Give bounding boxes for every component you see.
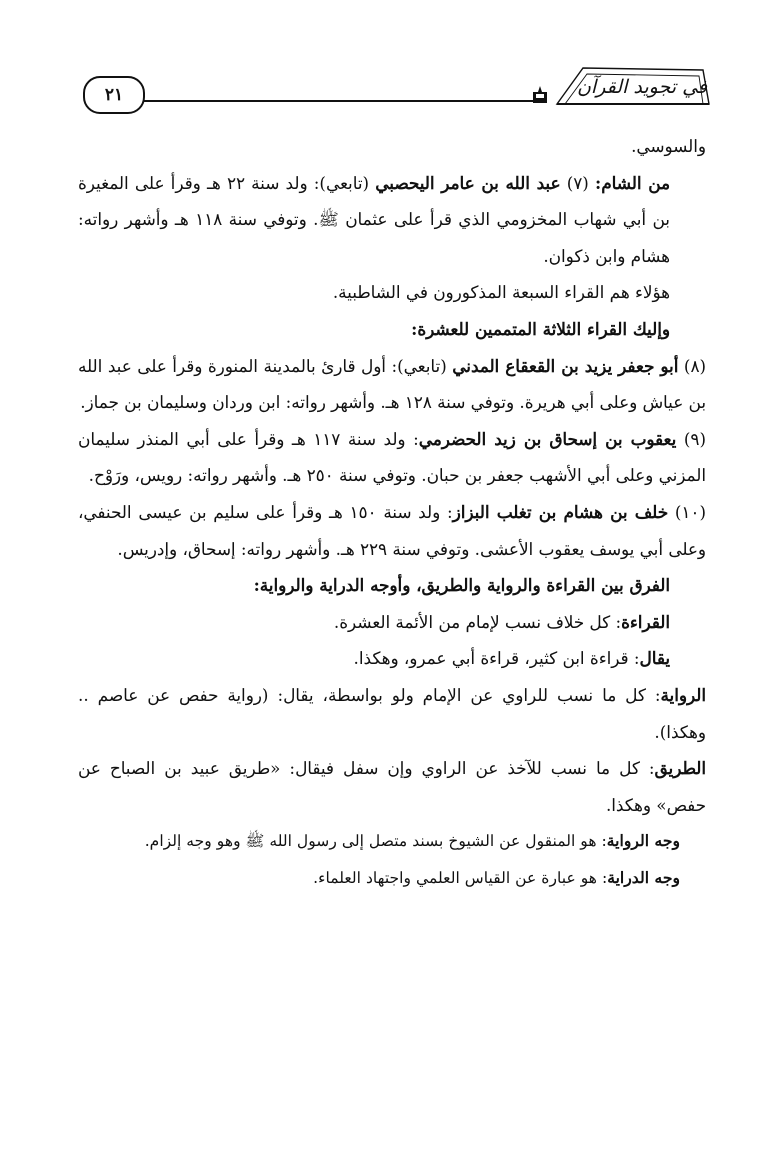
reader-bio: : ولد سنة ١٥٠ هـ وقرأ على سليم بن عيسى الحنفي، وعلى أبي يوسف يعقوب الأعشى. وتوفي سنة ٢٢٩ هـ. وأشهر رواته: إسحاق، وإدريس. [78, 501, 706, 559]
page-number: ٢١ [83, 76, 145, 114]
paragraph-abu-jafar [78, 348, 706, 421]
section-heading [78, 311, 706, 348]
reader-name: يعقوب بن إسحاق بن زيد الحضرمي [418, 428, 677, 449]
book-title: في تجويد القرآن [576, 76, 707, 98]
heading-text: الفرق بين القراءة والرواية والطريق، وأوجه الدراية والرواية: [253, 575, 670, 596]
definition: : هو عبارة عن القياس العلمي واجتهاد العلماء. [313, 868, 608, 887]
term: وجه الدراية [607, 867, 680, 887]
definition: : هو المنقول عن الشيوخ بسند متصل إلى رسول الله ﷺ وهو وجه إلزام. [144, 832, 607, 851]
page-body [78, 128, 706, 896]
definition: : كل خلاف نسب لإمام من الأئمة العشرة. [333, 611, 622, 632]
paragraph-yaqub [78, 421, 706, 494]
region-label: من الشام: [595, 172, 670, 193]
term: الطريق [654, 758, 706, 779]
reader-bio: (تابعي): أول قارئ بالمدينة المنورة وقرأ على عبد الله بن عياش وعلى أبي هريرة. وتوفي سنة ١٢٨ هـ. وأشهر رواته: ابن وردان وسليمان بن جماز. [78, 355, 706, 413]
text: والسوسي. [631, 136, 706, 156]
definition-riwayah [78, 677, 706, 750]
definition-example [78, 640, 706, 677]
reader-number: (١٠) [668, 501, 707, 522]
term: وجه الرواية [606, 831, 680, 851]
definition: : كل ما نسب للآخذ عن الراوي وإن سفل فيقال: «طريق عبيد بن الصباح عن حفص» وهكذا. [78, 758, 706, 815]
reader-name: أبو جعفر يزيد بن القعقاع المدني [452, 355, 679, 376]
paragraph-khalaf [78, 494, 706, 567]
header-rule [127, 100, 535, 102]
section-heading [78, 567, 706, 604]
definition-tariq [78, 750, 706, 823]
definition-wajh-riwayah [78, 823, 706, 860]
heading-text: وإليك القراء الثلاثة المتممين للعشرة: [411, 318, 670, 339]
term: يقال [639, 648, 670, 669]
paragraph [78, 128, 706, 165]
paragraph [78, 274, 706, 311]
definition-qiraah [78, 604, 706, 641]
reader-bio: (تابعي): ولد سنة ٢٢ هـ وقرأ على المغيرة بن أبي شهاب المخزومي الذي قرأ على عثمان ﷺ. وتوفي سنة ١١٨ هـ وأشهر رواته: هشام وابن ذكوان. [78, 172, 670, 266]
inkwell-icon [531, 86, 549, 104]
reader-bio: : ولد سنة ١١٧ هـ وقرأ على أبي المنذر سليمان المزني وعلى أبي الأشهب جعفر بن حبان. وتوفي سنة ٢٥٠ هـ. وأشهر رواته: رويس، ورَوْح. [78, 428, 706, 486]
reader-name: خلف بن هشام بن تغلب البزاز [452, 501, 669, 522]
reader-number: (٩) [676, 428, 706, 449]
reader-number: (٨) [678, 355, 707, 376]
reader-name: عبد الله بن عامر اليحصبي [375, 172, 561, 193]
term: القراءة [621, 611, 670, 632]
definition: : قراءة ابن كثير، قراءة أبي عمرو، وهكذا. [353, 648, 640, 669]
text: هؤلاء هم القراء السبعة المذكورون في الشاطبية. [332, 282, 670, 303]
definition: : كل ما نسب للراوي عن الإمام ولو بواسطة، يقال: (رواية حفص عن عاصم .. وهكذا). [78, 684, 706, 742]
book-title-logo [553, 64, 713, 110]
page-header [75, 60, 705, 116]
paragraph-ibn-amir [78, 165, 706, 275]
definition-wajh-dirayah [78, 860, 706, 897]
term: الرواية [660, 684, 706, 705]
reader-number: (٧) [560, 172, 596, 193]
